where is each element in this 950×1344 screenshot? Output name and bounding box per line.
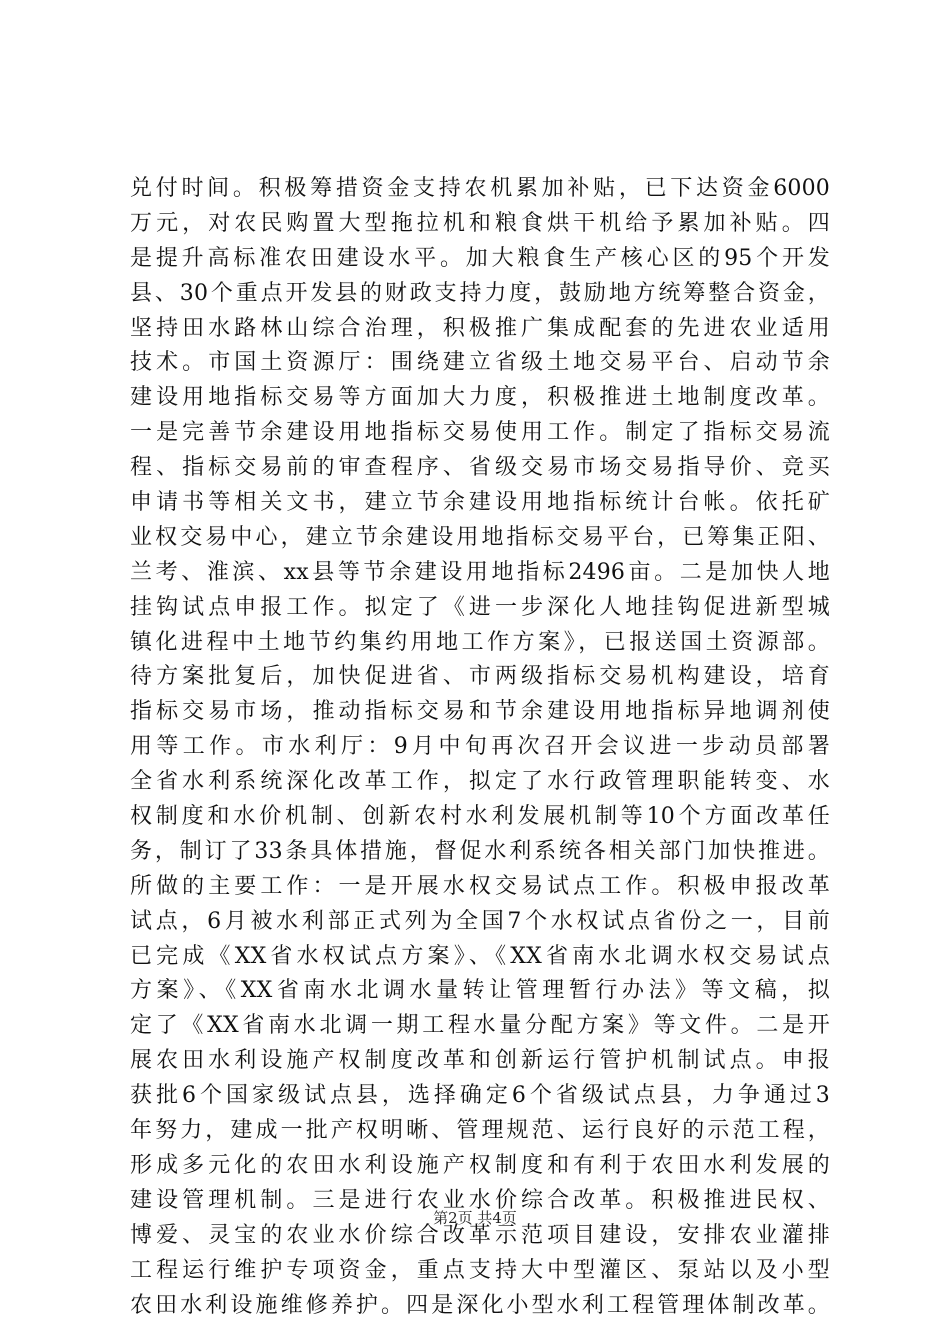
text-line: 博爱、灵宝的农业水价综合改革示范项目建设，安排农业灌排 — [130, 1222, 830, 1248]
text-line: 权制度和水价机制、创新农村水利发展机制等10个方面改革任 — [130, 804, 830, 830]
text-line: 是提升高标准农田建设水平。加大粮食生产核心区的95个开发 — [130, 245, 830, 271]
text-line: 获批6个国家级试点县，选择确定6个省级试点县，力争通过3 — [130, 1083, 830, 1109]
text-line: 指标交易市场，推动指标交易和节余建设用地指标异地调剂使 — [130, 699, 830, 725]
text-line: 定了《XX省南水北调一期工程水量分配方案》等文件。二是开 — [130, 1013, 830, 1039]
text-line: 所做的主要工作：一是开展水权交易试点工作。积极申报改革 — [130, 873, 830, 899]
text-line: 待方案批复后，加快促进省、市两级指标交易机构建设，培育 — [130, 664, 830, 690]
text-line: 技术。市国土资源厅：围绕建立省级土地交易平台、启动节余 — [130, 350, 830, 376]
text-line: 万元，对农民购置大型拖拉机和粮食烘干机给予累加补贴。四 — [130, 210, 830, 236]
text-line: 镇化进程中土地节约集约用地工作方案》，已报送国土资源部。 — [130, 629, 830, 655]
text-line: 县、30个重点开发县的财政支持力度，鼓励地方统筹整合资金， — [130, 280, 830, 306]
text-line: 建设管理机制。三是进行农业水价综合改革。积极推进民权、 — [130, 1187, 830, 1213]
text-line: 方案》、《XX省南水北调水量转让管理暂行办法》等文稿，拟 — [130, 978, 830, 1004]
text-line: 坚持田水路林山综合治理，积极推广集成配套的先进农业适用 — [130, 315, 830, 341]
body-text — [130, 172, 830, 1323]
text-line: 试点，6月被水利部正式列为全国7个水权试点省份之一，目前 — [130, 908, 830, 934]
text-line: 挂钩试点申报工作。拟定了《进一步深化人地挂钩促进新型城 — [130, 594, 830, 620]
text-line: 建设用地指标交易等方面加大力度，积极推进土地制度改革。 — [130, 385, 830, 411]
text-line: 申请书等相关文书，建立节余建设用地指标统计台帐。依托矿 — [130, 490, 830, 516]
text-line: 一是完善节余建设用地指标交易使用工作。制定了指标交易流 — [130, 420, 830, 446]
text-line: 兑付时间。积极筹措资金支持农机累加补贴，已下达资金6000 — [130, 176, 830, 201]
text-line: 年努力，建成一批产权明晰、管理规范、运行良好的示范工程， — [130, 1118, 830, 1144]
text-line: 业权交易中心，建立节余建设用地指标交易平台，已筹集正阳、 — [130, 524, 830, 550]
text-line: 形成多元化的农田水利设施产权制度和有利于农田水利发展的 — [130, 1152, 830, 1178]
text-line: 用等工作。市水利厅：9月中旬再次召开会议进一步动员部署 — [130, 734, 830, 760]
text-line: 兰考、淮滨、xx县等节余建设用地指标2496亩。二是加快人地 — [130, 559, 830, 585]
text-line: 工程运行维护专项资金，重点支持大中型灌区、泵站以及小型 — [130, 1257, 830, 1283]
text-line: 全省水利系统深化改革工作，拟定了水行政管理职能转变、水 — [130, 769, 830, 795]
text-line: 务，制订了33条具体措施，督促水利系统各相关部门加快推进。 — [130, 838, 830, 864]
text-line: 程、指标交易前的审查程序、省级交易市场交易指导价、竞买 — [130, 455, 830, 481]
page-footer: 第2页 共4页 — [433, 1209, 517, 1227]
text-line: 农田水利设施维修养护。四是深化小型水利工程管理体制改革。 — [130, 1292, 830, 1318]
text-line: 展农田水利设施产权制度改革和创新运行管护机制试点。申报 — [130, 1048, 830, 1074]
text-line: 已完成《XX省水权试点方案》、《XX省南水北调水权交易试点 — [130, 943, 830, 969]
